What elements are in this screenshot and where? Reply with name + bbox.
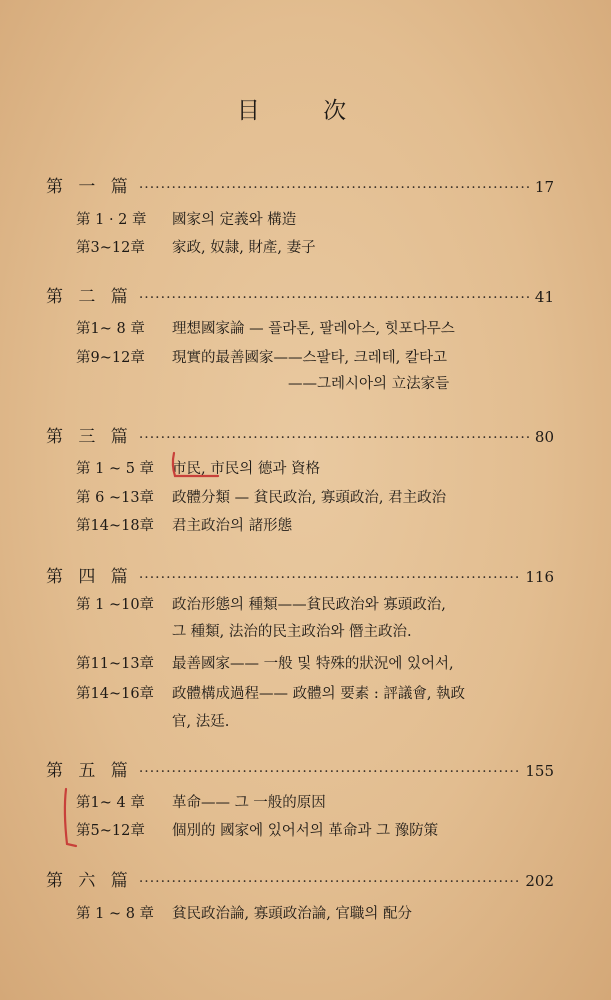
red-pen-bracket-mark (166, 450, 226, 482)
leader-dots (139, 570, 520, 586)
leader-dots (139, 430, 529, 446)
chapter-title: 現實的最善國家——스팔타, 크레테, 칼타고 (172, 350, 447, 366)
chapter-entry (76, 652, 454, 673)
chapter-number: 第 1 ~ 8 章 (76, 906, 155, 922)
part-label: 第 二 篇 (46, 287, 133, 307)
chapter-title: 革命—— 그 一般的原因 (172, 795, 326, 811)
chapter-title: 家政, 奴隷, 財產, 妻子 (172, 240, 316, 256)
page-title: 目 次 (236, 98, 375, 124)
part-heading (46, 422, 554, 447)
chapter-entry (76, 902, 412, 923)
chapter-entry (76, 486, 446, 507)
chapter-title-continuation: 그 種類, 法治的民主政治와 僭主政治. (172, 624, 412, 640)
red-pen-margin-mark (56, 786, 80, 852)
chapter-number: 第 1 ~ 5 章 (76, 461, 155, 477)
chapter-number: 第14~18章 (76, 518, 155, 534)
chapter-title-continuation: 官, 法廷. (172, 714, 230, 730)
part-label: 第 五 篇 (46, 761, 133, 781)
chapter-number: 第 6 ~13章 (76, 490, 155, 506)
leader-dots (139, 290, 529, 306)
part-page-number: 41 (534, 288, 554, 306)
part-label: 第 四 篇 (46, 567, 133, 587)
chapter-title: 個別的 國家에 있어서의 革命과 그 豫防策 (172, 823, 439, 839)
chapter-number: 第9~12章 (76, 350, 145, 366)
chapter-title: 理想國家論 — 플라톤, 팔레아스, 힛포다무스 (172, 321, 455, 337)
chapter-title: 君主政治의 諸形態 (172, 518, 293, 534)
chapter-number: 第1~ 4 章 (76, 795, 145, 811)
part-heading (46, 866, 554, 891)
part-label: 第 三 篇 (46, 427, 133, 447)
part-page-number: 202 (525, 872, 554, 890)
part-page-number: 155 (525, 762, 554, 780)
part-page-number: 116 (525, 568, 554, 586)
chapter-title-continuation: ——그레시아의 立法家들 (288, 376, 450, 392)
chapter-entry (76, 346, 447, 367)
chapter-entry (76, 208, 296, 229)
part-label: 第 一 篇 (46, 177, 133, 197)
part-page-number: 80 (534, 428, 554, 446)
chapter-number: 第1~ 8 章 (76, 321, 145, 337)
chapter-number: 第3~12章 (76, 240, 145, 256)
chapter-title: 最善國家—— 一般 및 特殊的狀況에 있어서, (172, 656, 454, 672)
leader-dots (139, 874, 520, 890)
chapter-entry (76, 819, 438, 840)
part-heading (46, 172, 554, 197)
chapter-title: 市民, 市民의 德과 資格 (172, 461, 320, 477)
chapter-title: 政體構成過程—— 政體의 要素 : 評議會, 執政 (172, 686, 466, 702)
chapter-number: 第 1 · 2 章 (76, 212, 147, 228)
chapter-entry (76, 514, 292, 535)
chapter-entry (76, 791, 326, 812)
chapter-number: 第 1 ~10章 (76, 597, 155, 613)
part-label: 第 六 篇 (46, 871, 133, 891)
part-page-number: 17 (534, 178, 554, 196)
part-heading (46, 756, 554, 781)
chapter-entry (76, 236, 316, 257)
part-heading (46, 562, 554, 587)
chapter-number: 第5~12章 (76, 823, 145, 839)
chapter-title: 政體分類 — 貧民政治, 寡頭政治, 君主政治 (172, 490, 447, 506)
chapter-entry (76, 593, 446, 614)
leader-dots (139, 180, 529, 196)
leader-dots (139, 764, 520, 780)
chapter-title: 政治形態의 種類——貧民政治와 寡頭政治, (172, 597, 446, 613)
chapter-entry (76, 317, 455, 338)
chapter-entry (76, 682, 465, 703)
chapter-number: 第11~13章 (76, 656, 155, 672)
chapter-title: 國家의 定義와 構造 (172, 212, 297, 228)
chapter-number: 第14~16章 (76, 686, 155, 702)
chapter-title: 貧民政治論, 寡頭政治論, 官職의 配分 (172, 906, 413, 922)
part-heading (46, 282, 554, 307)
